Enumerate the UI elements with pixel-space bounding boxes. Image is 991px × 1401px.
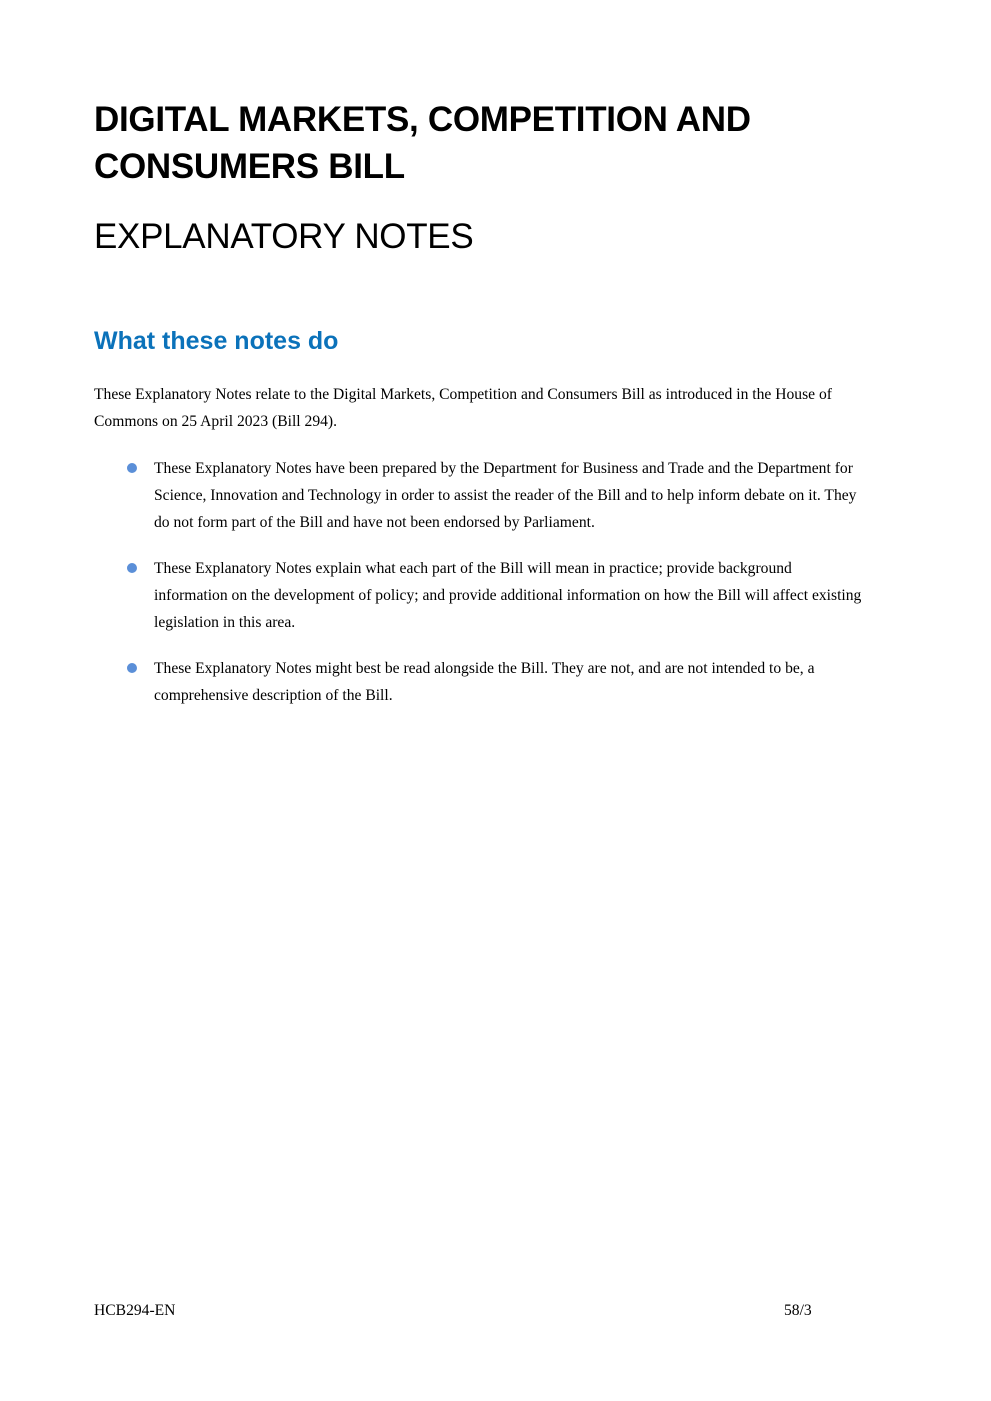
bullet-list bbox=[94, 455, 864, 728]
footer-page-code: 58/3 bbox=[784, 1302, 812, 1319]
bullet-text: These Explanatory Notes have been prepared by the Department for Business and Trade and the Department for Science, Innovation and Technology in order to assist the reader of the Bill and to help inform debate on it. They do not form part of the Bill and have not been endorsed by Parliament. bbox=[154, 460, 857, 531]
bullet-item bbox=[94, 455, 864, 536]
bullet-dot-icon bbox=[127, 463, 137, 473]
bullet-dot-icon bbox=[127, 663, 137, 673]
intro-paragraph: These Explanatory Notes relate to the Digital Markets, Competition and Consumers Bill as introduced in the House of Commons on 25 April 2023 (Bill 294). bbox=[94, 386, 832, 430]
section-heading: What these notes do bbox=[94, 327, 339, 355]
bullet-item bbox=[94, 555, 864, 636]
bullet-text: These Explanatory Notes might best be read alongside the Bill. They are not, and are not intended to be, a comprehensive description of the Bill. bbox=[154, 660, 815, 704]
bullet-item bbox=[94, 655, 864, 709]
document-title: DIGITAL MARKETS, COMPETITION AND CONSUMERS BILL bbox=[94, 100, 751, 186]
footer-reference: HCB294-EN bbox=[94, 1302, 176, 1319]
bullet-text: These Explanatory Notes explain what each part of the Bill will mean in practice; provide background information on the development of policy; and provide additional information on how the Bill will affect existing legislation in this area. bbox=[154, 560, 862, 631]
bullet-dot-icon bbox=[127, 563, 137, 573]
document-subtitle: EXPLANATORY NOTES bbox=[94, 217, 474, 256]
